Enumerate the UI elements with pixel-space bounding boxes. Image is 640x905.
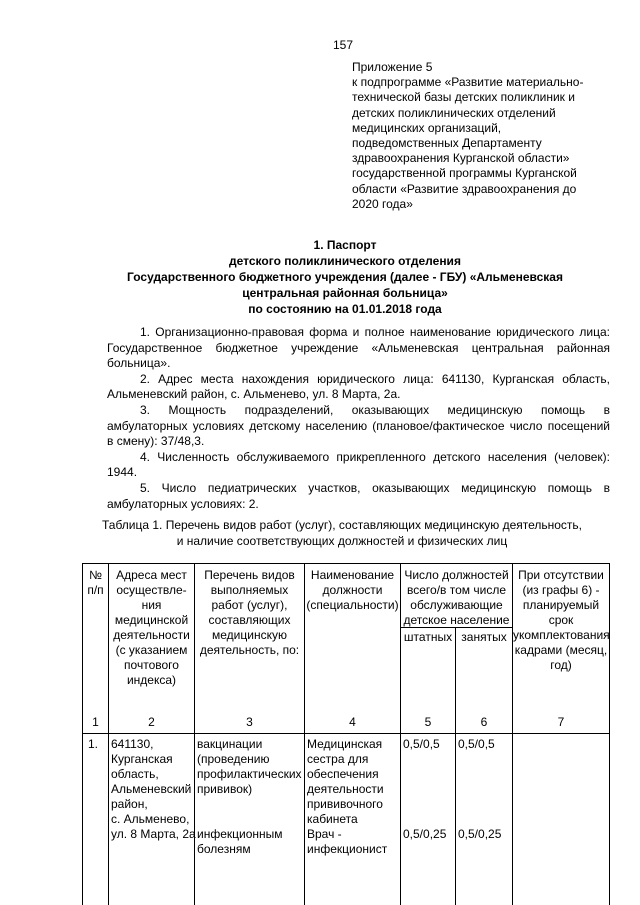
caption-line: Таблица 1. Перечень видов работ (услуг), составляющих медицинскую деятельность, (101, 518, 583, 532)
service-work: инфекционным болезням (197, 827, 283, 856)
title-line: детского поликлинического отделения (229, 254, 461, 268)
table-row-position-cell (304, 733, 400, 905)
service-staff: 0,5/0,25 (403, 827, 447, 841)
paragraph-line: Альменевский район, с. Альменево, ул. 8 Марта, 2а. (107, 387, 401, 402)
appendix-line: государственной программы Курганской (352, 166, 577, 181)
passport-items (107, 325, 610, 512)
title-line: 1. Паспорт (313, 238, 377, 252)
header-count-group (400, 563, 512, 627)
title-line: Государственного бюджетного учреждения (далее - ГБУ) «Альменевская (127, 270, 563, 284)
header-position-label: Наименование должности (специальности) (306, 568, 399, 612)
appendix-line: здравоохранения Курганской области» (352, 151, 570, 166)
header-staff (400, 627, 455, 733)
row-number: 1. (88, 737, 99, 751)
header-position (304, 563, 400, 733)
service-staff: 0,5/0,5 (403, 737, 440, 751)
paragraph-population (107, 450, 610, 481)
appendix-line: 2020 года» (352, 196, 413, 211)
column-number: 7 (557, 715, 565, 729)
table-row-address-cell (108, 733, 194, 905)
paragraph-line: больница». (107, 356, 171, 371)
service-occupied: 0,5/0,25 (458, 827, 502, 841)
header-works (194, 563, 304, 733)
paragraph-line: амбулаторных условиях детскому населению (плановое/фактическое число посещений (107, 418, 610, 433)
appendix-line: области «Развитие здравоохранения до (352, 181, 577, 196)
paragraph-capacity (107, 403, 610, 450)
column-number: 6 (480, 715, 488, 729)
column-number: 5 (424, 715, 432, 729)
header-count-group-label: Число должностей всего/в том числе обслуживающие детское население (403, 568, 510, 627)
header-plan-label: При отсутствии (из графы 6) - планируемый срок укомплектования кадрами (месяц, год) (513, 568, 610, 672)
header-number-label: № п/п (87, 568, 104, 597)
paragraph-line: 5. Число педиатрических участков, оказывающих медицинскую помощь в (140, 480, 610, 495)
header-plan (512, 563, 610, 733)
header-occupied (455, 627, 512, 733)
paragraph-line: Государственное бюджетное учреждение «Альменевская центральная районная (107, 340, 610, 355)
row-address: 641130, Курганская область, Альменевский район, с. Альменево, ул. 8 Марта, 2а (111, 737, 196, 841)
service-occupied: 0,5/0,5 (458, 737, 495, 751)
appendix-note (352, 60, 622, 212)
document-title (82, 237, 608, 317)
services-table (82, 563, 610, 905)
appendix-line: Приложение 5 (352, 60, 433, 74)
paragraph-line: в смену): 37/48,3. (107, 434, 205, 449)
header-number (82, 563, 108, 733)
appendix-line: к подпрограмме «Развитие материально- (352, 75, 584, 90)
paragraph-line: 3. Мощность подразделений, оказывающих медицинскую помощь в (140, 402, 610, 417)
page-number: 157 (332, 38, 354, 52)
title-line: по состоянию на 01.01.2018 года (248, 302, 442, 316)
paragraph-line: 1944. (107, 465, 138, 480)
appendix-line: подведомственных Департаменту (352, 136, 542, 151)
header-staff-label: штатных (403, 630, 453, 644)
table-row-staff-cell (400, 733, 455, 905)
table-row-works-cell (194, 733, 304, 905)
paragraph-line: амбулаторных условиях: 2. (107, 496, 259, 511)
header-works-label: Перечень видов выполняемых работ (услуг), составляющих медицинскую деятельность, по: (199, 568, 300, 657)
table-row-number-cell (82, 733, 108, 905)
service-work: вакцинации (проведению профилактических прививок) (197, 737, 302, 796)
header-address-label: Адреса мест осуществле- ния медицинской деятельности (с указанием почтового индекса) (113, 568, 190, 687)
paragraph-line: 2. Адрес места нахождения юридического лица: 641130, Курганская область, (140, 371, 610, 386)
service-position: Врач - инфекционист (307, 827, 388, 856)
paragraph-line: 1. Организационно-правовая форма и полное наименование юридического лица: (140, 325, 610, 339)
paragraph-legal-form (107, 325, 610, 372)
header-occupied-label: занятых (461, 630, 507, 644)
table-row-occupied-cell (455, 733, 512, 905)
column-number: 1 (92, 715, 99, 729)
service-position: Медицинская сестра для обеспечения деятельности прививочного кабинета (307, 737, 384, 826)
title-line: центральная районная больница» (242, 286, 448, 300)
paragraph-address (107, 372, 610, 403)
paragraph-districts (107, 481, 610, 512)
table-caption (82, 517, 602, 549)
header-address (108, 563, 194, 733)
caption-line: и наличие соответствующих должностей и физических лиц (176, 534, 508, 548)
appendix-line: медицинских организаций, (352, 120, 502, 135)
appendix-line: технической базы детских поликлиник и (352, 90, 575, 105)
column-number: 2 (148, 715, 155, 729)
column-number: 4 (349, 715, 356, 729)
paragraph-line: 4. Численность обслуживаемого прикрепленного детского населения (человек): (140, 449, 610, 464)
appendix-line: детских поликлинических отделений (352, 105, 556, 120)
column-number: 3 (246, 715, 253, 729)
table-row-plan-cell (512, 733, 610, 905)
